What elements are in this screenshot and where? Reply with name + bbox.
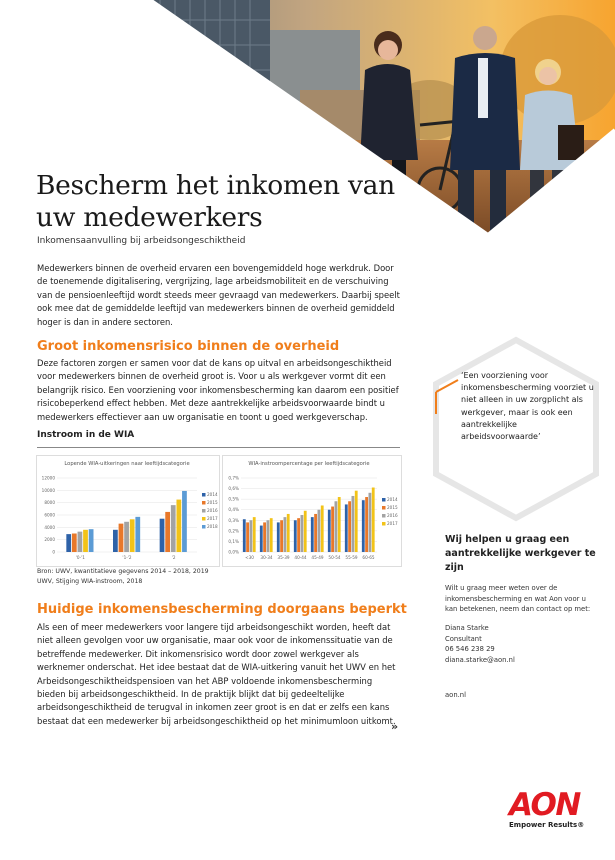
bar-2015-1 xyxy=(263,522,266,552)
section-body-protection: Als een of meer medewerkers voor langere tijd arbeidsongeschikt worden, heeft dat niet alleen gevolgen voor uw organisatie, maar ook voor de inkomenssituatie van de betreffende medewerker. Dit inkomensrisico wordt door zowel werkgever als werknemer onderschat. Het idee bestaat dat de WIA-uitkering vanuit het UWV en het Arbeidsongeschiktheidspensioen van het ABP voldoende inkomensbescherming bieden bij arbeidsongeschiktheid. In de praktijk blijkt dat bij gedeeltelijke arbeidsongeschiktheid de terugval in inkomen zeer groot is en dat er zelfs een kans bestaat dat een medewerker bij arbeidsongeschiktheid op het minimumloon uitkomt. xyxy=(37,622,396,726)
y-tick-label: 0,6% xyxy=(228,486,239,492)
legend-swatch-2018 xyxy=(202,525,206,529)
y-tick-label: 0,0% xyxy=(228,549,239,555)
logo-tagline: Empower Results® xyxy=(509,821,585,829)
bar-2014-0 xyxy=(243,519,246,552)
legend-label-2015: 2015 xyxy=(387,505,398,510)
bar-2016-1 xyxy=(124,522,129,552)
bar-2014-7 xyxy=(362,500,365,552)
bar-2016-7 xyxy=(369,493,372,552)
contact-role: Consultant xyxy=(445,634,482,643)
legend-label-2016: 2016 xyxy=(387,513,398,518)
y-tick-label: 0,7% xyxy=(228,475,239,481)
section-heading-risk: Groot inkomensrisico binnen de overheid xyxy=(37,339,340,354)
x-tick-label: 50-54 xyxy=(328,555,341,560)
section-body-risk: Deze factoren zorgen er samen voor dat de kans op uitval en arbeidsongeschiktheid voor medewerkers binnen de overheid groot is. Voor u als werkgever vormt dit een belangrijk risico. Een voorziening voor inkomensbescherming kan daarom een positief risicobeperkend effect hebben. Met deze aantrekkelijke arbeidsvoorwaarde bindt u medewerkers effectiever aan uw organisatie en toont u goed werkgeverschap. xyxy=(37,358,399,422)
chart-source xyxy=(37,567,397,586)
bar-2016-5 xyxy=(335,501,338,552)
bar-2017-0 xyxy=(253,517,256,552)
contact-email[interactable]: diana.starke@aon.nl xyxy=(445,655,515,664)
bar-2014-4 xyxy=(311,517,314,552)
y-tick-label: 2000 xyxy=(44,537,55,543)
contact-block xyxy=(445,623,515,665)
legend-swatch-2015 xyxy=(382,506,386,510)
bar-2015-0 xyxy=(246,522,249,552)
bar-2016-0 xyxy=(78,532,83,552)
legend-swatch-2015 xyxy=(202,501,206,505)
intro-paragraph: Medewerkers binnen de overheid ervaren een bovengemiddeld hoge werkdruk. Door de toenemende digitalisering, vergrijzing, lage arbeidsmobiliteit en de verschuiving van de pensioenleeftijd wordt steeds meer gevraagd van medewerkers. Daarbij speelt ook mee dat de gemiddelde leeftijd van medewerkers binnen de overheid gemiddeld hoger is dan in andere sectoren. xyxy=(37,263,400,327)
bar-2017-1 xyxy=(270,518,273,552)
chart-title: WIA-instroompercentage per leeftijdscategorie xyxy=(248,461,370,467)
legend-swatch-2014 xyxy=(382,498,386,502)
y-tick-label: 10000 xyxy=(41,487,55,493)
bar-2016-6 xyxy=(352,496,355,552)
x-tick-label: 55-59 xyxy=(345,555,358,560)
bar-2014-2 xyxy=(160,519,165,552)
bar-2016-2 xyxy=(171,505,176,552)
chart-wia-benefits xyxy=(36,455,220,567)
x-tick-label: 35-39 xyxy=(277,555,290,560)
aon-logo xyxy=(509,788,589,829)
bar-2014-1 xyxy=(260,526,263,552)
x-tick-label: '2 xyxy=(171,555,176,560)
bar-2016-1 xyxy=(267,520,270,552)
bar-2017-0 xyxy=(83,530,88,552)
x-tick-label: <30 xyxy=(245,555,254,560)
bar-2016-3 xyxy=(301,515,304,552)
x-tick-label: 60-65 xyxy=(362,555,375,560)
bar-2015-7 xyxy=(365,497,368,552)
bar-2016-4 xyxy=(318,510,321,552)
bar-2016-0 xyxy=(250,520,253,552)
next-page-arrow[interactable]: » xyxy=(391,720,399,733)
y-tick-label: 0,3% xyxy=(228,517,239,523)
y-tick-label: 4000 xyxy=(44,524,55,530)
bar-2017-5 xyxy=(338,497,341,552)
legend-label-2014: 2014 xyxy=(387,497,398,502)
legend-swatch-2014 xyxy=(202,493,206,497)
y-tick-label: 6000 xyxy=(44,512,55,518)
y-tick-label: 0,2% xyxy=(228,528,239,534)
legend-label-2017: 2017 xyxy=(207,516,218,521)
bar-2014-6 xyxy=(345,504,348,552)
source-line-2: UWV, Stijging WIA-instroom, 2018 xyxy=(37,577,143,585)
section-heading-protection: Huidige inkomensbescherming doorgaans beperkt xyxy=(37,602,407,617)
bar-2015-6 xyxy=(348,501,351,552)
legend-label-2014: 2014 xyxy=(207,492,218,497)
bar-2018-0 xyxy=(89,529,94,552)
page-subtitle: Inkomensaanvulling bij arbeidsongeschiktheid xyxy=(37,236,246,246)
x-tick-label: 45-49 xyxy=(311,555,324,560)
legend-label-2018: 2018 xyxy=(207,524,218,529)
x-tick-label: 30-34 xyxy=(260,555,273,560)
bar-2017-1 xyxy=(130,519,135,552)
contact-name: Diana Starke xyxy=(445,624,489,632)
legend-label-2016: 2016 xyxy=(207,508,218,513)
x-tick-label: '0-'1 xyxy=(75,555,85,560)
legend-swatch-2017 xyxy=(382,522,386,526)
bar-2014-1 xyxy=(113,530,118,552)
bar-2014-2 xyxy=(277,522,280,552)
source-line-1: Bron: UWV, kwantitatieve gegevens 2014 – 2018, 2019 xyxy=(37,568,209,575)
bar-2015-1 xyxy=(119,524,124,552)
bar-2015-2 xyxy=(280,520,283,552)
x-tick-label: 40-44 xyxy=(294,555,307,560)
bar-2018-1 xyxy=(135,517,140,552)
help-text: Wilt u graag meer weten over de inkomensbescherming en wat Aon voor u kan betekenen, neem dan contact op met: xyxy=(445,584,591,614)
bar-2017-2 xyxy=(176,500,181,552)
y-tick-label: 0 xyxy=(52,549,55,555)
page-title: Bescherm het inkomen van uw medewerkers xyxy=(36,170,395,233)
bar-2015-3 xyxy=(297,518,300,552)
divider xyxy=(37,447,400,448)
chart-title: Lopende WIA-uitkeringen naar leeftijdscategorie xyxy=(64,461,190,467)
contact-phone[interactable]: 06 546 238 29 xyxy=(445,645,495,654)
bar-2017-2 xyxy=(287,514,290,552)
help-heading: Wij helpen u graag een aantrekkelijke werkgever te zijn xyxy=(445,534,596,573)
bar-2015-2 xyxy=(165,512,170,552)
bar-2018-2 xyxy=(182,491,187,552)
x-tick-label: '1-'2 xyxy=(122,555,132,560)
wia-heading: Instroom in de WIA xyxy=(37,430,135,440)
bar-2017-4 xyxy=(321,505,324,552)
bar-2015-0 xyxy=(72,534,77,553)
bar-2015-5 xyxy=(331,507,334,552)
legend-swatch-2016 xyxy=(382,514,386,518)
bar-2017-7 xyxy=(372,488,375,552)
legend-swatch-2016 xyxy=(202,509,206,513)
website-link[interactable]: aon.nl xyxy=(445,691,466,699)
chart-wia-inflow xyxy=(222,455,402,567)
sidebar-quote: ‘Een voorziening voor inkomensbescherming voorziet u niet alleen in uw zorgplicht als werkgever, maar is ook een aantrekkelijke arbeidsvoorwaarde’ xyxy=(461,371,594,442)
bar-2016-2 xyxy=(284,517,287,552)
logo-word: AON xyxy=(509,787,580,823)
y-tick-label: 0,5% xyxy=(228,496,239,502)
bar-2014-3 xyxy=(294,520,297,552)
y-tick-label: 12000 xyxy=(41,475,55,481)
y-tick-label: 0,1% xyxy=(228,538,239,544)
bar-2017-6 xyxy=(355,491,358,552)
legend-swatch-2017 xyxy=(202,517,206,521)
bar-2014-5 xyxy=(328,510,331,552)
bar-2017-3 xyxy=(304,511,307,552)
legend-label-2015: 2015 xyxy=(207,500,218,505)
bar-2014-0 xyxy=(66,534,71,552)
bar-2015-4 xyxy=(314,514,317,552)
y-tick-label: 8000 xyxy=(44,500,55,506)
y-tick-label: 0,4% xyxy=(228,507,239,513)
legend-label-2017: 2017 xyxy=(387,521,398,526)
